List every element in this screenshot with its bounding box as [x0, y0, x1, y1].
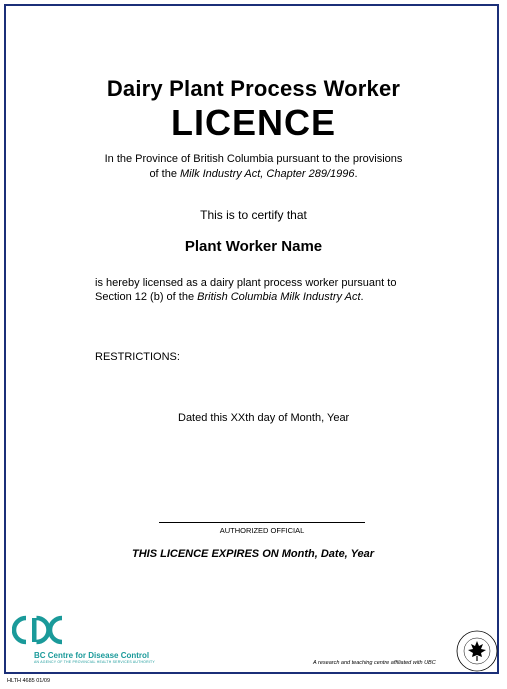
- province-line-2: of the Milk Industry Act, Chapter 289/1996.: [149, 168, 358, 180]
- authorized-official-label: AUTHORIZED OFFICIAL: [219, 526, 305, 535]
- certificate-title: Dairy Plant Process Worker: [106, 76, 401, 101]
- restrictions-label: RESTRICTIONS:: [95, 351, 180, 363]
- dated-line: Dated this XXth day of Month, Year: [178, 412, 350, 424]
- licence-heading: LICENCE: [170, 102, 336, 143]
- certify-text: This is to certify that: [200, 208, 307, 222]
- logo-agency-text: AN AGENCY OF THE PROVINCIAL HEALTH SERVICES AUTHORITY: [34, 660, 155, 664]
- bccdc-logo-icon: [12, 615, 66, 645]
- expiry-notice: THIS LICENCE EXPIRES ON Month, Date, Year: [132, 548, 375, 560]
- logo-org-name: BC Centre for Disease Control: [34, 651, 150, 660]
- worker-name: Plant Worker Name: [184, 238, 323, 255]
- signature-line: [159, 522, 365, 523]
- licensed-statement: is hereby licensed as a dairy plant process worker pursuant to Section 12 (b) of the British Columbia Milk Industry Act.: [95, 277, 397, 303]
- accreditation-seal-icon: [455, 629, 499, 673]
- province-line-1: In the Province of British Columbia pursuant to the provisions: [104, 153, 403, 165]
- research-note: A research and teaching centre affiliated with UBC: [313, 660, 436, 666]
- form-code: HLTH 4685 01/09: [7, 678, 51, 684]
